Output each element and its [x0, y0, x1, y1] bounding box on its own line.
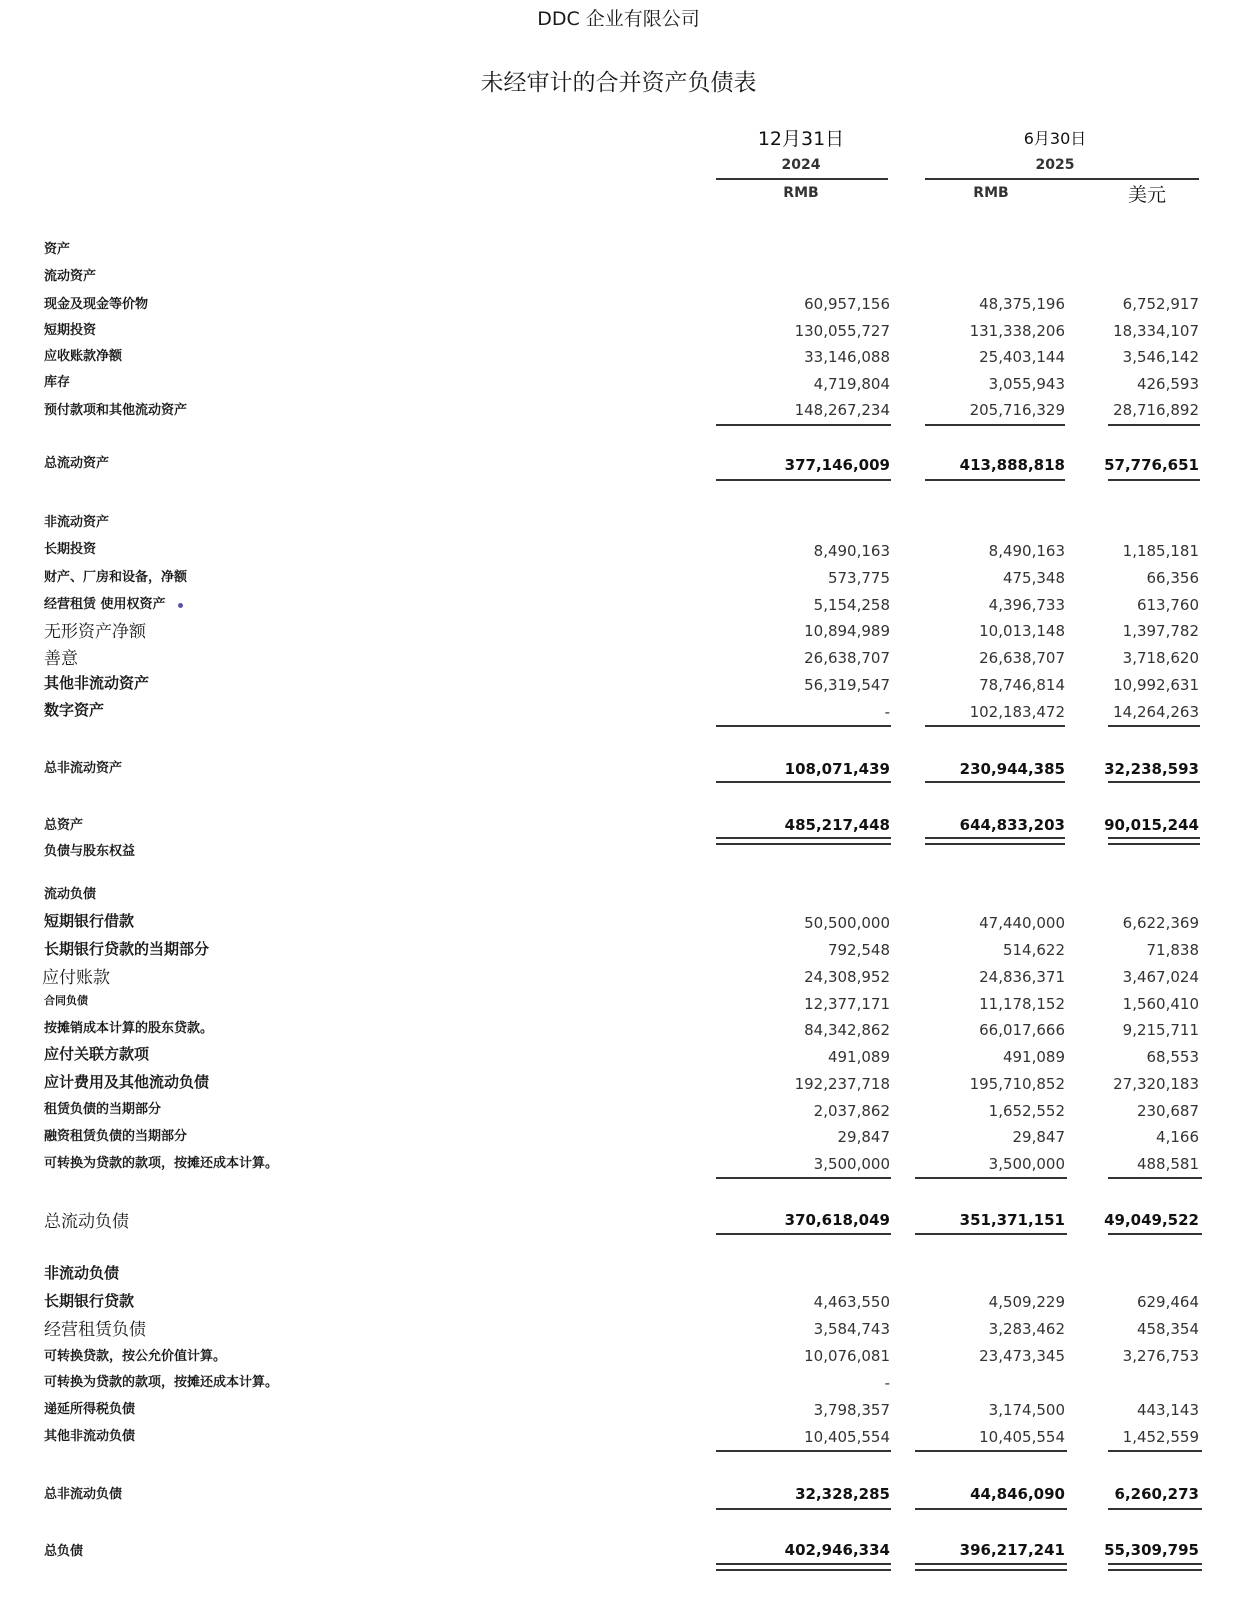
row-value-2025-usd: 9,215,711 — [1122, 1021, 1199, 1039]
row-value-2025-usd: 57,776,651 — [1104, 456, 1199, 474]
row-value-2025-usd: 66,356 — [1146, 569, 1199, 587]
row-value-2025-rmb: 131,338,206 — [969, 322, 1065, 340]
subsection-noncurrent-liabilities: 非流动负债 — [44, 1264, 120, 1282]
row-value-2024: 29,847 — [837, 1128, 890, 1146]
subsection-current-liabilities: 流动负债 — [44, 887, 97, 902]
row-value-2025-rmb: 44,846,090 — [970, 1485, 1065, 1503]
row-label: 长期银行贷款 — [44, 1292, 135, 1310]
row-value-2025-rmb: 195,710,852 — [969, 1075, 1065, 1093]
row-value-2024: 130,055,727 — [794, 322, 890, 340]
row-label: 长期银行贷款的当期部分 — [44, 940, 210, 958]
row-label-total: 总非流动负债 — [44, 1487, 123, 1502]
subtotal-rule — [925, 479, 1065, 481]
row-value-2024: 3,500,000 — [813, 1155, 890, 1173]
row-value-2025-usd: 27,320,183 — [1113, 1075, 1199, 1093]
row-value-2025-rmb: 24,836,371 — [979, 968, 1065, 986]
total-double-rule — [925, 837, 1065, 845]
row-value-2025-usd: 3,467,024 — [1122, 968, 1199, 986]
row-value-2025-usd: 32,238,593 — [1104, 760, 1199, 778]
row-value-2025-rmb: 3,500,000 — [988, 1155, 1065, 1173]
row-label: 应收账款净额 — [44, 349, 123, 364]
row-value-2024: 8,490,163 — [813, 542, 890, 560]
subtotal-rule — [716, 725, 891, 727]
row-value-2025-usd: 6,752,917 — [1122, 295, 1199, 313]
subsection-noncurrent-assets: 非流动资产 — [44, 515, 110, 530]
row-label: 可转换贷款，按公允价值计算。 — [44, 1349, 227, 1364]
row-label: 合同负债 — [44, 994, 88, 1007]
subtotal-rule — [1108, 1233, 1202, 1235]
row-value-2024: 402,946,334 — [784, 1541, 890, 1559]
row-value-2024: 12,377,171 — [804, 995, 890, 1013]
subtotal-rule — [915, 1233, 1067, 1235]
subtotal-rule — [1108, 1508, 1202, 1510]
row-value-2024: 485,217,448 — [784, 816, 890, 834]
total-double-rule — [915, 1563, 1067, 1571]
row-value-2024: 50,500,000 — [804, 914, 890, 932]
row-label: 预付款项和其他流动资产 — [44, 403, 188, 418]
row-value-2024: 377,146,009 — [784, 456, 890, 474]
row-value-2025-usd: 629,464 — [1136, 1293, 1199, 1311]
row-label: 长期投资 — [44, 542, 97, 557]
row-value-2024: 3,584,743 — [813, 1320, 890, 1338]
row-value-2025-usd: 49,049,522 — [1104, 1211, 1199, 1229]
row-value-2025-rmb: 491,089 — [1002, 1048, 1065, 1066]
row-value-2024: 33,146,088 — [804, 348, 890, 366]
subsection-current-assets: 流动资产 — [44, 269, 97, 284]
row-value-2025-usd: 3,276,753 — [1122, 1347, 1199, 1365]
col-currency-3: 美元 — [1127, 184, 1166, 206]
row-value-2025-rmb: 66,017,666 — [979, 1021, 1065, 1039]
row-value-2024: 192,237,718 — [794, 1075, 890, 1093]
row-value-2024: 56,319,547 — [804, 676, 890, 694]
row-value-2025-usd: 1,452,559 — [1122, 1428, 1199, 1446]
row-label: 其他非流动负债 — [44, 1429, 136, 1444]
row-value-2025-usd: 14,264,263 — [1113, 703, 1199, 721]
row-label: 融资租赁负债的当期部分 — [44, 1129, 188, 1144]
row-label: 短期银行借款 — [44, 912, 135, 930]
row-value-2025-rmb: 230,944,385 — [959, 760, 1065, 778]
subtotal-rule — [1108, 781, 1200, 783]
row-value-2025-rmb: 4,396,733 — [988, 596, 1065, 614]
row-label: 应计费用及其他流动负债 — [44, 1073, 210, 1091]
row-label-total: 总流动负债 — [44, 1212, 129, 1232]
row-value-2025-rmb: 3,174,500 — [988, 1401, 1065, 1419]
row-value-2025-rmb: 475,348 — [1002, 569, 1065, 587]
row-label-total: 总负债 — [44, 1544, 84, 1559]
subtotal-rule — [716, 1233, 891, 1235]
total-double-rule — [716, 1563, 891, 1571]
row-value-2025-usd: 230,687 — [1136, 1102, 1199, 1120]
row-label: 数字资产 — [44, 701, 105, 719]
row-label: 现金及现金等价物 — [44, 297, 149, 312]
row-value-2024: 108,071,439 — [784, 760, 890, 778]
row-value-2025-usd: 443,143 — [1136, 1401, 1199, 1419]
subtotal-rule — [716, 781, 891, 783]
subtotal-rule — [915, 1177, 1067, 1179]
row-value-2024: 10,894,989 — [804, 622, 890, 640]
row-value-2024: 148,267,234 — [794, 401, 890, 419]
subtotal-rule — [1108, 479, 1200, 481]
row-value-2025-rmb: 1,652,552 — [988, 1102, 1065, 1120]
row-value-2025-rmb: 413,888,818 — [959, 456, 1065, 474]
row-value-2025-rmb: 47,440,000 — [979, 914, 1065, 932]
row-value-2024: - — [884, 703, 890, 721]
total-double-rule — [1108, 837, 1200, 845]
row-value-2025-rmb: 351,371,151 — [959, 1211, 1065, 1229]
row-value-2025-rmb: 29,847 — [1012, 1128, 1065, 1146]
row-value-2024: 370,618,049 — [784, 1211, 890, 1229]
subtotal-rule — [716, 479, 891, 481]
subtotal-rule — [1108, 1450, 1202, 1452]
subtotal-rule — [1108, 1177, 1202, 1179]
row-value-2025-rmb: 644,833,203 — [959, 816, 1065, 834]
subtotal-rule — [915, 1508, 1067, 1510]
subtotal-rule — [925, 424, 1065, 426]
row-value-2025-rmb: 23,473,345 — [979, 1347, 1065, 1365]
row-value-2024: 3,798,357 — [813, 1401, 890, 1419]
row-value-2025-usd: 90,015,244 — [1104, 816, 1199, 834]
row-value-2025-rmb: 10,013,148 — [979, 622, 1065, 640]
row-value-2024: 792,548 — [827, 941, 890, 959]
row-value-2024: 4,719,804 — [813, 375, 890, 393]
row-label: 经营租赁负债 — [44, 1320, 146, 1340]
row-value-2025-usd: 3,546,142 — [1122, 348, 1199, 366]
row-value-2024: 26,638,707 — [804, 649, 890, 667]
stray-mark — [178, 603, 183, 608]
row-value-2024: 2,037,862 — [813, 1102, 890, 1120]
subtotal-rule — [925, 725, 1065, 727]
row-label-total: 总资产 — [44, 818, 84, 833]
row-value-2025-rmb: 11,178,152 — [979, 995, 1065, 1013]
row-value-2025-usd: 4,166 — [1156, 1128, 1199, 1146]
row-value-2025-usd: 458,354 — [1136, 1320, 1199, 1338]
row-label: 应付账款 — [42, 968, 110, 988]
col-1-rule — [716, 178, 888, 180]
section-liabilities-equity: 负债与股东权益 — [44, 844, 136, 859]
row-value-2025-rmb: 396,217,241 — [959, 1541, 1065, 1559]
row-value-2025-usd: 28,716,892 — [1113, 401, 1199, 419]
row-value-2025-rmb: 514,622 — [1002, 941, 1065, 959]
row-value-2025-rmb: 78,746,814 — [979, 676, 1065, 694]
row-label-total: 总流动资产 — [44, 456, 110, 471]
row-value-2025-rmb: 3,055,943 — [988, 375, 1065, 393]
company-name: DDC 企业有限公司 — [537, 8, 700, 30]
row-value-2025-rmb: 3,283,462 — [988, 1320, 1065, 1338]
row-value-2024: 32,328,285 — [795, 1485, 890, 1503]
col-date-2: 6月30日 — [1023, 129, 1087, 148]
row-value-2024: 491,089 — [827, 1048, 890, 1066]
row-value-2025-usd: 1,397,782 — [1122, 622, 1199, 640]
row-value-2025-rmb: 8,490,163 — [988, 542, 1065, 560]
row-label-total: 总非流动资产 — [44, 761, 123, 776]
subtotal-rule — [716, 424, 891, 426]
section-assets: 资产 — [44, 242, 71, 257]
row-value-2025-rmb: 25,403,144 — [979, 348, 1065, 366]
col-currency-2: RMB — [973, 185, 1009, 201]
row-value-2025-usd: 1,185,181 — [1122, 542, 1199, 560]
row-value-2024: 5,154,258 — [813, 596, 890, 614]
total-double-rule — [1108, 1563, 1202, 1571]
row-value-2025-rmb: 102,183,472 — [969, 703, 1065, 721]
row-label: 善意 — [44, 649, 78, 669]
subtotal-rule — [1108, 725, 1200, 727]
row-value-2025-usd: 426,593 — [1136, 375, 1199, 393]
row-value-2024: 10,405,554 — [804, 1428, 890, 1446]
row-value-2025-rmb: - — [884, 1374, 890, 1392]
row-value-2024: 573,775 — [827, 569, 890, 587]
row-value-2025-rmb: 4,509,229 — [988, 1293, 1065, 1311]
row-value-2025-usd: 6,622,369 — [1122, 914, 1199, 932]
row-label: 应付关联方款项 — [44, 1045, 150, 1063]
row-label: 短期投资 — [44, 323, 97, 338]
row-label: 可转换为贷款的款项，按摊还成本计算。 — [44, 1375, 279, 1390]
row-label: 其他非流动资产 — [44, 674, 150, 692]
subtotal-rule — [925, 781, 1065, 783]
col-year-1: 2024 — [781, 157, 821, 173]
row-value-2025-usd: 6,260,273 — [1114, 1485, 1199, 1503]
row-label: 递延所得税负债 — [44, 1402, 136, 1417]
row-label: 财产、厂房和设备，净额 — [44, 570, 188, 585]
row-value-2025-usd: 613,760 — [1136, 596, 1199, 614]
subtotal-rule — [915, 1450, 1067, 1452]
row-value-2025-usd: 3,718,620 — [1122, 649, 1199, 667]
total-double-rule — [716, 837, 891, 845]
subtotal-rule — [716, 1508, 891, 1510]
row-value-2024: 10,076,081 — [804, 1347, 890, 1365]
row-value-2024: 84,342,862 — [804, 1021, 890, 1039]
row-value-2025-rmb: 10,405,554 — [979, 1428, 1065, 1446]
row-value-2024: 24,308,952 — [804, 968, 890, 986]
subtotal-rule — [1108, 424, 1200, 426]
row-value-2024: 4,463,550 — [813, 1293, 890, 1311]
row-value-2024: 60,957,156 — [804, 295, 890, 313]
col-date-1: 12月31日 — [757, 128, 845, 150]
row-label: 库存 — [44, 375, 71, 390]
row-label: 经营租赁 使用权资产 — [44, 597, 166, 612]
col-currency-1: RMB — [783, 185, 819, 201]
row-value-2025-usd: 55,309,795 — [1104, 1541, 1199, 1559]
row-value-2025-usd: 10,992,631 — [1113, 676, 1199, 694]
row-value-2025-usd: 71,838 — [1146, 941, 1199, 959]
row-value-2025-rmb: 205,716,329 — [969, 401, 1065, 419]
row-label: 按摊销成本计算的股东贷款。 — [44, 1021, 214, 1036]
row-value-2025-usd: 68,553 — [1146, 1048, 1199, 1066]
row-value-2025-rmb: 26,638,707 — [979, 649, 1065, 667]
row-label: 无形资产净额 — [44, 622, 146, 642]
col-year-2: 2025 — [1035, 157, 1075, 173]
row-value-2025-usd: 488,581 — [1136, 1155, 1199, 1173]
subtotal-rule — [716, 1177, 891, 1179]
subtotal-rule — [716, 1450, 891, 1452]
row-label: 可转换为贷款的款项，按摊还成本计算。 — [44, 1156, 279, 1171]
row-value-2025-rmb: 48,375,196 — [979, 295, 1065, 313]
row-label: 租赁负债的当期部分 — [44, 1102, 162, 1117]
row-value-2025-usd: 1,560,410 — [1122, 995, 1199, 1013]
statement-title: 未经审计的合并资产负债表 — [480, 70, 757, 96]
row-value-2025-usd: 18,334,107 — [1113, 322, 1199, 340]
